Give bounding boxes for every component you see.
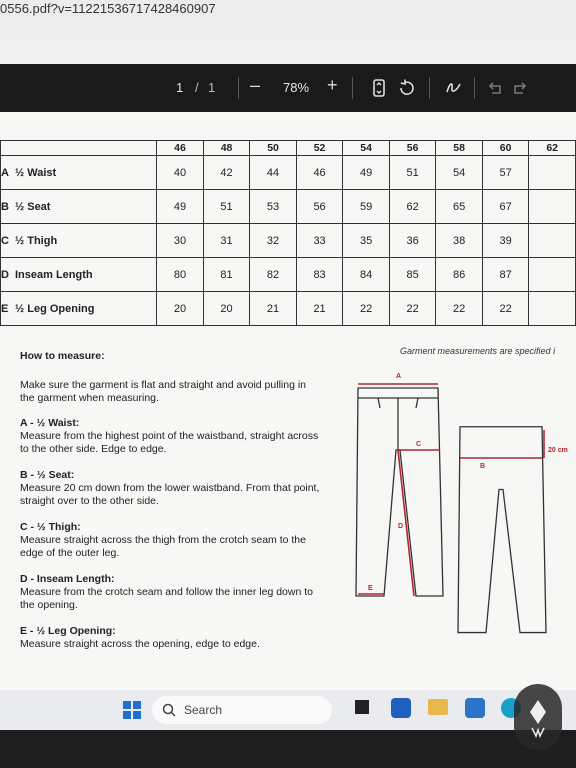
- measure-lines: [358, 384, 544, 596]
- page-number-input[interactable]: 1: [176, 80, 184, 95]
- draw-icon[interactable]: [444, 78, 464, 98]
- instruction-heading: C - ½ Thigh:: [20, 521, 81, 533]
- size-header: 58: [436, 141, 483, 156]
- table-row: [1, 224, 576, 258]
- table-cell: 22: [389, 292, 436, 326]
- table-cell: 21: [296, 292, 343, 326]
- table-cell: 67: [482, 190, 529, 224]
- instruction-heading: D - Inseam Length:: [20, 573, 115, 585]
- label-b: B: [480, 463, 486, 470]
- size-header: 46: [157, 141, 204, 156]
- zoom-out-button[interactable]: –: [250, 75, 261, 95]
- measure-label: C ½ Thigh: [1, 224, 157, 258]
- label-d: D: [398, 523, 404, 530]
- zoom-in-button[interactable]: +: [327, 75, 338, 95]
- table-cell: 82: [250, 258, 297, 292]
- how-to-measure: [20, 350, 320, 664]
- table-cell: [529, 156, 576, 190]
- trouser-measurement-diagram: [348, 368, 568, 638]
- header-blank-cell: [1, 141, 157, 156]
- instruction-item: [20, 469, 320, 508]
- table-cell: 40: [157, 156, 204, 190]
- url-text: 0556.pdf?v=11221536717428460907: [0, 1, 216, 16]
- table-cell: [529, 190, 576, 224]
- table-cell: 57: [482, 156, 529, 190]
- file-explorer-icon[interactable]: [428, 699, 448, 715]
- undo-icon[interactable]: [484, 78, 504, 98]
- table-cell: 44: [250, 156, 297, 190]
- redo-icon[interactable]: [511, 78, 531, 98]
- table-cell: [529, 292, 576, 326]
- table-cell: 65: [436, 190, 483, 224]
- size-header-row: [1, 141, 576, 156]
- table-cell: 83: [296, 258, 343, 292]
- size-header: 50: [250, 141, 297, 156]
- instruction-text: Measure from the crotch seam and follow the inner leg down to the opening.: [20, 586, 313, 611]
- watermark-badge: [514, 684, 562, 750]
- instruction-item: [20, 573, 320, 612]
- label-a: A: [396, 373, 402, 380]
- table-cell: 54: [436, 156, 483, 190]
- taskbar: [0, 690, 576, 730]
- table-cell: 33: [296, 224, 343, 258]
- label-e: E: [368, 585, 373, 592]
- size-header: 56: [389, 141, 436, 156]
- how-to-intro: Make sure the garment is flat and straight and avoid pulling in the garment when measuring.: [20, 379, 306, 404]
- table-cell: 32: [250, 224, 297, 258]
- instruction-text: Measure straight across the thigh from the crotch seam to the edge of the outer leg.: [20, 534, 306, 559]
- size-header: 60: [482, 141, 529, 156]
- instruction-heading: A - ½ Waist:: [20, 417, 80, 429]
- table-cell: 42: [203, 156, 250, 190]
- table-cell: 56: [296, 190, 343, 224]
- browser-url-bar[interactable]: [0, 0, 576, 40]
- table-cell: 20: [203, 292, 250, 326]
- instruction-text: Measure straight across the opening, edge to edge.: [20, 638, 260, 650]
- table-row: [1, 190, 576, 224]
- task-view-icon[interactable]: [355, 700, 369, 714]
- search-label: Search: [184, 703, 223, 717]
- table-cell: 39: [482, 224, 529, 258]
- zoom-level[interactable]: 78%: [283, 80, 310, 95]
- table-cell: 86: [436, 258, 483, 292]
- instruction-text: Measure from the highest point of the waistband, straight across to the other side. Edge to edge.: [20, 430, 319, 455]
- table-cell: 62: [389, 190, 436, 224]
- size-header: 48: [203, 141, 250, 156]
- instruction-heading: E - ½ Leg Opening:: [20, 625, 116, 637]
- table-cell: 87: [482, 258, 529, 292]
- table-cell: 84: [343, 258, 390, 292]
- table-cell: 80: [157, 258, 204, 292]
- size-chart-table: [0, 140, 576, 326]
- table-cell: 49: [343, 156, 390, 190]
- table-cell: 30: [157, 224, 204, 258]
- taskbar-search[interactable]: [152, 696, 332, 724]
- table-row: [1, 292, 576, 326]
- label-c: C: [416, 441, 422, 448]
- table-cell: 36: [389, 224, 436, 258]
- table-cell: [529, 258, 576, 292]
- page-total: 1: [208, 80, 216, 95]
- table-cell: 59: [343, 190, 390, 224]
- toolbar-divider: [474, 77, 475, 99]
- instruction-item: [20, 625, 320, 651]
- table-cell: 21: [250, 292, 297, 326]
- table-cell: 31: [203, 224, 250, 258]
- instruction-heading: B - ½ Seat:: [20, 469, 75, 481]
- how-to-title: How to measure:: [20, 350, 105, 362]
- table-cell: 85: [389, 258, 436, 292]
- rotate-icon[interactable]: [397, 78, 417, 98]
- table-cell: 22: [343, 292, 390, 326]
- search-icon: [162, 703, 176, 717]
- measure-label: B ½ Seat: [1, 190, 157, 224]
- toolbar-divider: [429, 77, 430, 99]
- size-header: 62: [529, 141, 576, 156]
- measure-label: A ½ Waist: [1, 156, 157, 190]
- diamond-logo-icon: [514, 684, 562, 750]
- outlook-icon[interactable]: [465, 698, 485, 718]
- table-row: [1, 258, 576, 292]
- page-separator: /: [195, 80, 199, 95]
- table-cell: 38: [436, 224, 483, 258]
- size-header: 52: [296, 141, 343, 156]
- table-cell: 20: [157, 292, 204, 326]
- table-cell: 51: [389, 156, 436, 190]
- table-row: [1, 156, 576, 190]
- table-cell: 81: [203, 258, 250, 292]
- fit-page-icon[interactable]: [369, 78, 389, 98]
- toolbar-divider: [352, 77, 353, 99]
- instruction-item: [20, 521, 320, 560]
- size-header: 54: [343, 141, 390, 156]
- pdf-toolbar: [0, 64, 576, 112]
- toolbar-divider: [238, 77, 239, 99]
- table-cell: 46: [296, 156, 343, 190]
- table-cell: 53: [250, 190, 297, 224]
- pdf-page: [0, 112, 576, 690]
- measurement-note: Garment measurements are specified i: [400, 346, 556, 356]
- measure-label: E ½ Leg Opening: [1, 292, 157, 326]
- front-trouser-outline: [356, 388, 443, 596]
- table-cell: 51: [203, 190, 250, 224]
- table-cell: 22: [436, 292, 483, 326]
- table-cell: [529, 224, 576, 258]
- screen-bezel: [0, 730, 576, 768]
- measure-label: D Inseam Length: [1, 258, 157, 292]
- app-icon[interactable]: [391, 698, 411, 718]
- table-cell: 49: [157, 190, 204, 224]
- instruction-text: Measure 20 cm down from the lower waistband. From that point, straight over to the other side.: [20, 482, 320, 507]
- instruction-item: [20, 417, 320, 456]
- windows-start-icon[interactable]: [122, 700, 142, 720]
- table-cell: 22: [482, 292, 529, 326]
- seat-drop-label: 20 cm: [548, 447, 568, 454]
- table-cell: 35: [343, 224, 390, 258]
